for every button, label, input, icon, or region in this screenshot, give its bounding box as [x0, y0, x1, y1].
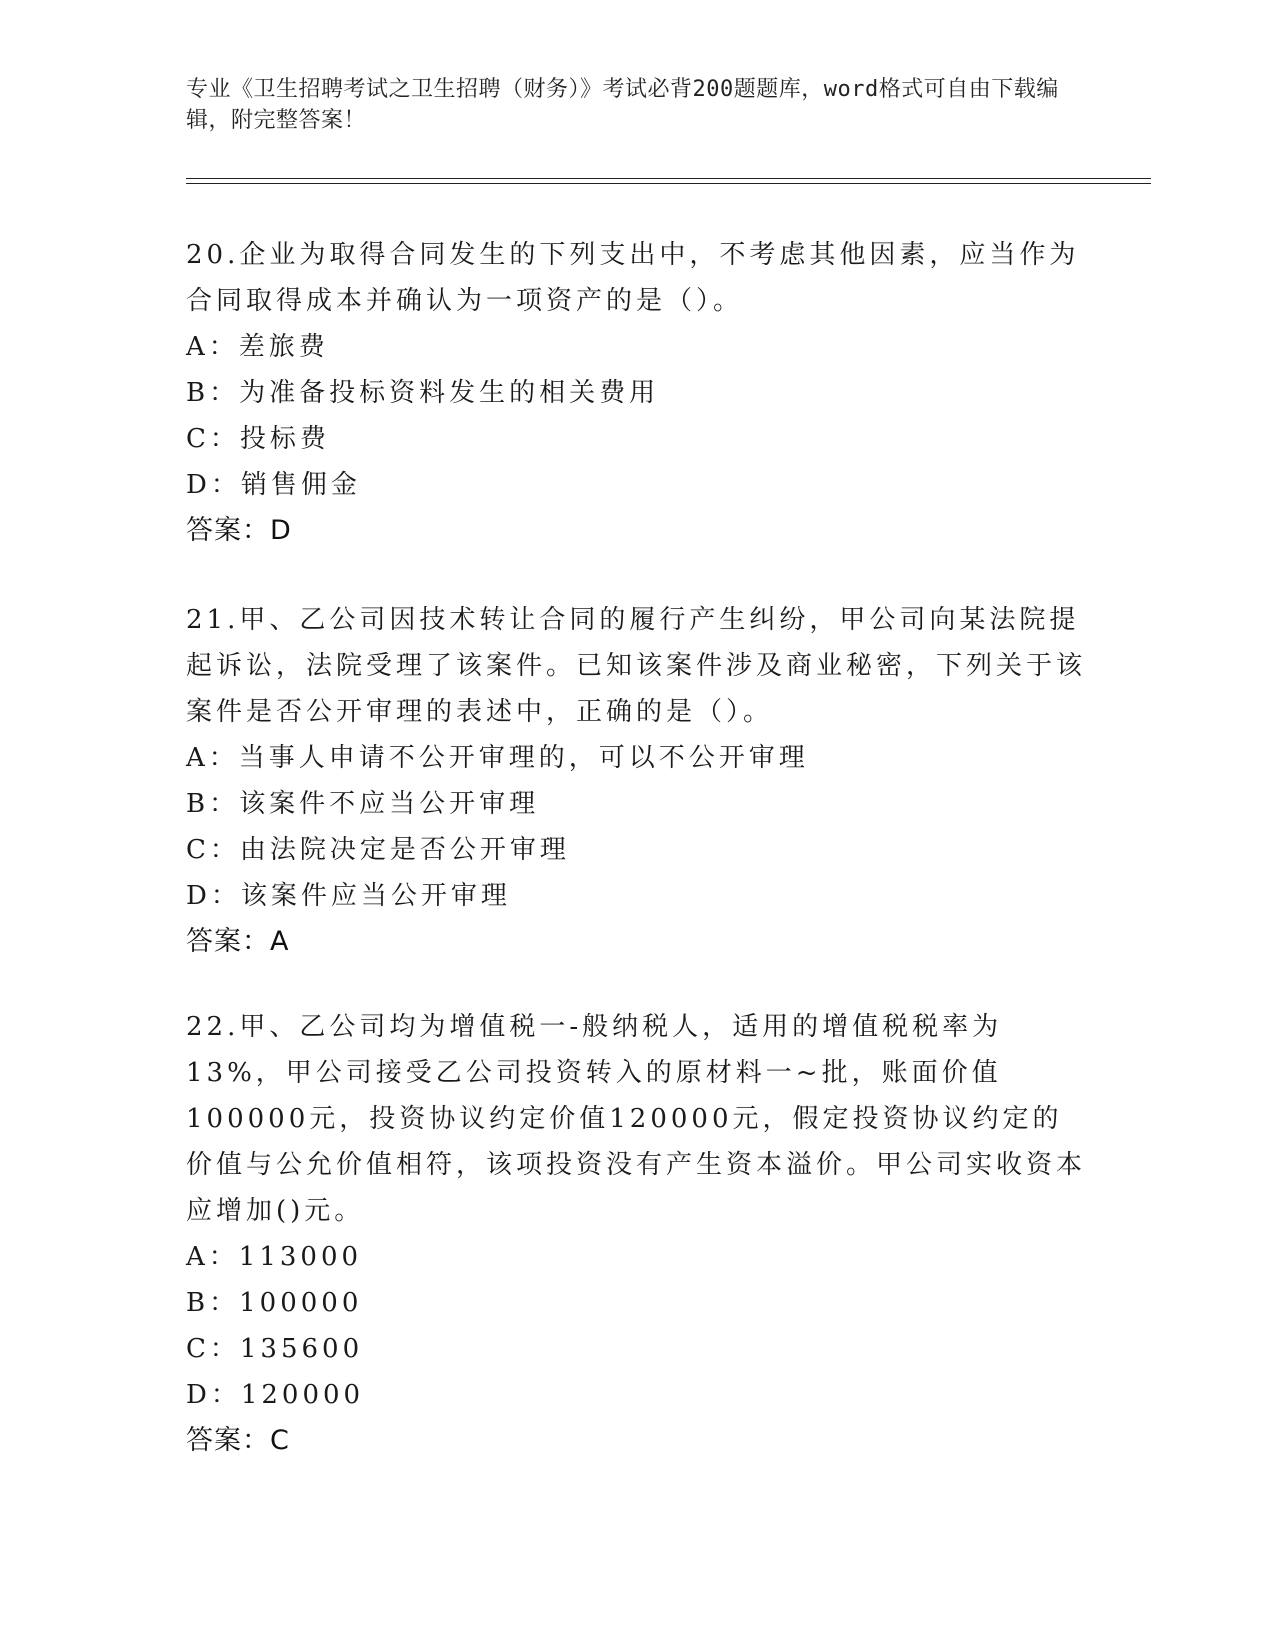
answer-label: 答案：D — [186, 515, 292, 546]
option-b: B：为准备投标资料发生的相关费用 — [186, 378, 660, 408]
question-stem: 21.甲、乙公司因技术转让合同的履行产生纠纷，甲公司向某法院提起诉讼，法院受理了该案件。已知该案件涉及商业秘密，下列关于该案件是否公开审理的表述中，正确的是（）。 — [186, 605, 1087, 727]
option-a: A：113000 — [186, 1242, 363, 1272]
question-22 — [186, 1004, 1086, 1464]
option-d: D：销售佣金 — [186, 470, 361, 500]
document-intro: 专业《卫生招聘考试之卫生招聘（财务）》考试必背200题题库，word格式可自由下载编辑，附完整答案！ — [186, 77, 1059, 133]
option-c: C：135600 — [186, 1334, 364, 1364]
option-c: C：投标费 — [186, 424, 330, 454]
option-a: A：差旅费 — [186, 332, 329, 362]
question-stem: 20.企业为取得合同发生的下列支出中，不考虑其他因素，应当作为合同取得成本并确认为一项资产的是（）。 — [186, 240, 1080, 316]
option-b: B：该案件不应当公开审理 — [186, 789, 540, 819]
option-b: B：100000 — [186, 1288, 363, 1318]
question-21 — [186, 597, 1086, 965]
question-stem: 22.甲、乙公司均为增值税一-般纳税人，适用的增值税税率为13%，甲公司接受乙公司投资转入的原材料一~批，账面价值100000元，投资协议约定价值120000元，假定投资协议约定的价值与公允价值相符，该项投资没有产生资本溢价。甲公司实收资本应增加()元。 — [186, 1012, 1087, 1226]
option-d: D：该案件应当公开审理 — [186, 881, 511, 911]
header-rule-top — [186, 178, 1151, 179]
question-20 — [186, 232, 1086, 554]
option-d: D：120000 — [186, 1380, 365, 1410]
option-c: C：由法院决定是否公开审理 — [186, 835, 570, 865]
answer-label: 答案：A — [186, 926, 290, 957]
header-rule-bottom — [186, 183, 1151, 184]
option-a: A：当事人申请不公开审理的，可以不公开审理 — [186, 743, 809, 773]
answer-label: 答案：C — [186, 1425, 290, 1456]
